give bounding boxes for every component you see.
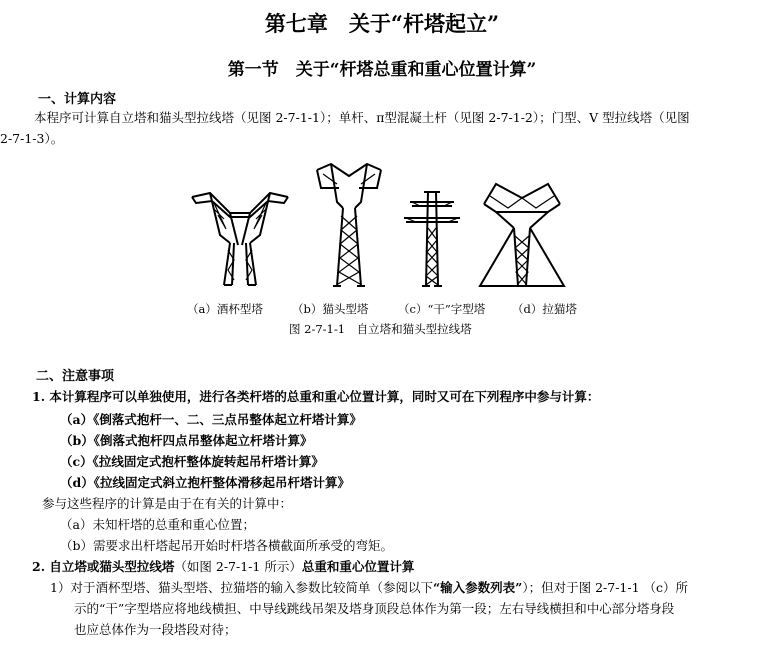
guyed-cat-tower-icon: [478, 178, 566, 290]
figure-label-b: （b）猫头型塔: [292, 302, 369, 316]
sub1-text-b: ）；但对于图 2-7-1-1 （c）所: [522, 580, 689, 595]
cat-head-tower-icon: [313, 160, 385, 290]
sub1-text-a: 1）对于酒杯型塔、猫头型塔、拉猫塔的输入参数比较简单（参阅以下: [50, 580, 433, 595]
notes-item-2-sub-1: [50, 578, 688, 596]
notes-item-2-suffix: 总重和重心位置计算: [301, 559, 415, 574]
heading-calc-content: 一、计算内容: [38, 92, 117, 107]
notes-item-2: [32, 557, 414, 575]
figure-label-d: （d）拉猫塔: [512, 302, 577, 316]
program-ref-a: （a）《倒落式抱杆一、二、三点吊整体起立杆塔计算》: [60, 412, 362, 427]
calc-content-para-line2: 2-7-1-3）。: [0, 131, 64, 146]
notes-para-2-sub-a: （a）未知杆塔的总重和重心位置；: [60, 517, 255, 532]
program-ref-c: （c）《拉线固定式抱杆整体旋转起吊杆塔计算》: [60, 454, 324, 469]
notes-item-2-mid: （如图 2-7-1-1 所示）: [174, 559, 302, 574]
figure-label-a: （a）酒杯型塔: [187, 302, 263, 316]
notes-item-2-prefix: 2. 自立塔或猫头型拉线塔: [32, 559, 175, 574]
notes-item-2-sub-1-line3: 也应总体作为一段塔段对待；: [74, 622, 237, 637]
chapter-title: 第七章 关于“杆塔起立”: [264, 11, 500, 36]
sub1-input-param-list: “输入参数列表”: [432, 580, 523, 595]
figure-label-c: （c）“干”字型塔: [398, 302, 486, 316]
notes-item-1: 1. 本计算程序可以单独使用，进行各类杆塔的总重和重心位置计算，同时又可在下列程序中参与计算：: [32, 389, 600, 404]
notes-para-2-sub-b: （b）需要求出杆塔起吊开始时杆塔各横截面所承受的弯矩。: [60, 538, 394, 553]
gan-shape-tower-icon: [402, 188, 462, 290]
program-ref-b: （b）《倒落式抱杆四点吊整体起立杆塔计算》: [60, 433, 313, 448]
program-ref-d: （d）《拉线固定式斜立抱杆整体滑移起吊杆塔计算》: [60, 475, 350, 490]
figure-caption: 图 2-7-1-1 自立塔和猫头型拉线塔: [289, 322, 472, 336]
wine-cup-tower-icon: [190, 185, 290, 290]
calc-content-para-line1: 本程序可计算自立塔和猫头型拉线塔（见图 2-7-1-1）；单杆、π型混凝土杆（见图 2-7-1-2）；门型、V 型拉线塔（见图: [34, 110, 690, 125]
notes-item-2-sub-1-line2: 示的“干”字型塔应将地线横担、中导线跳线吊架及塔身顶段总体作为第一段；左右导线横担和中心部分塔身段: [74, 601, 675, 616]
heading-notes: 二、注意事项: [36, 369, 115, 384]
notes-para-2: 参与这些程序的计算是由于在有关的计算中：: [42, 496, 293, 511]
section-title: 第一节 关于“杆塔总重和重心位置计算”: [227, 60, 537, 80]
